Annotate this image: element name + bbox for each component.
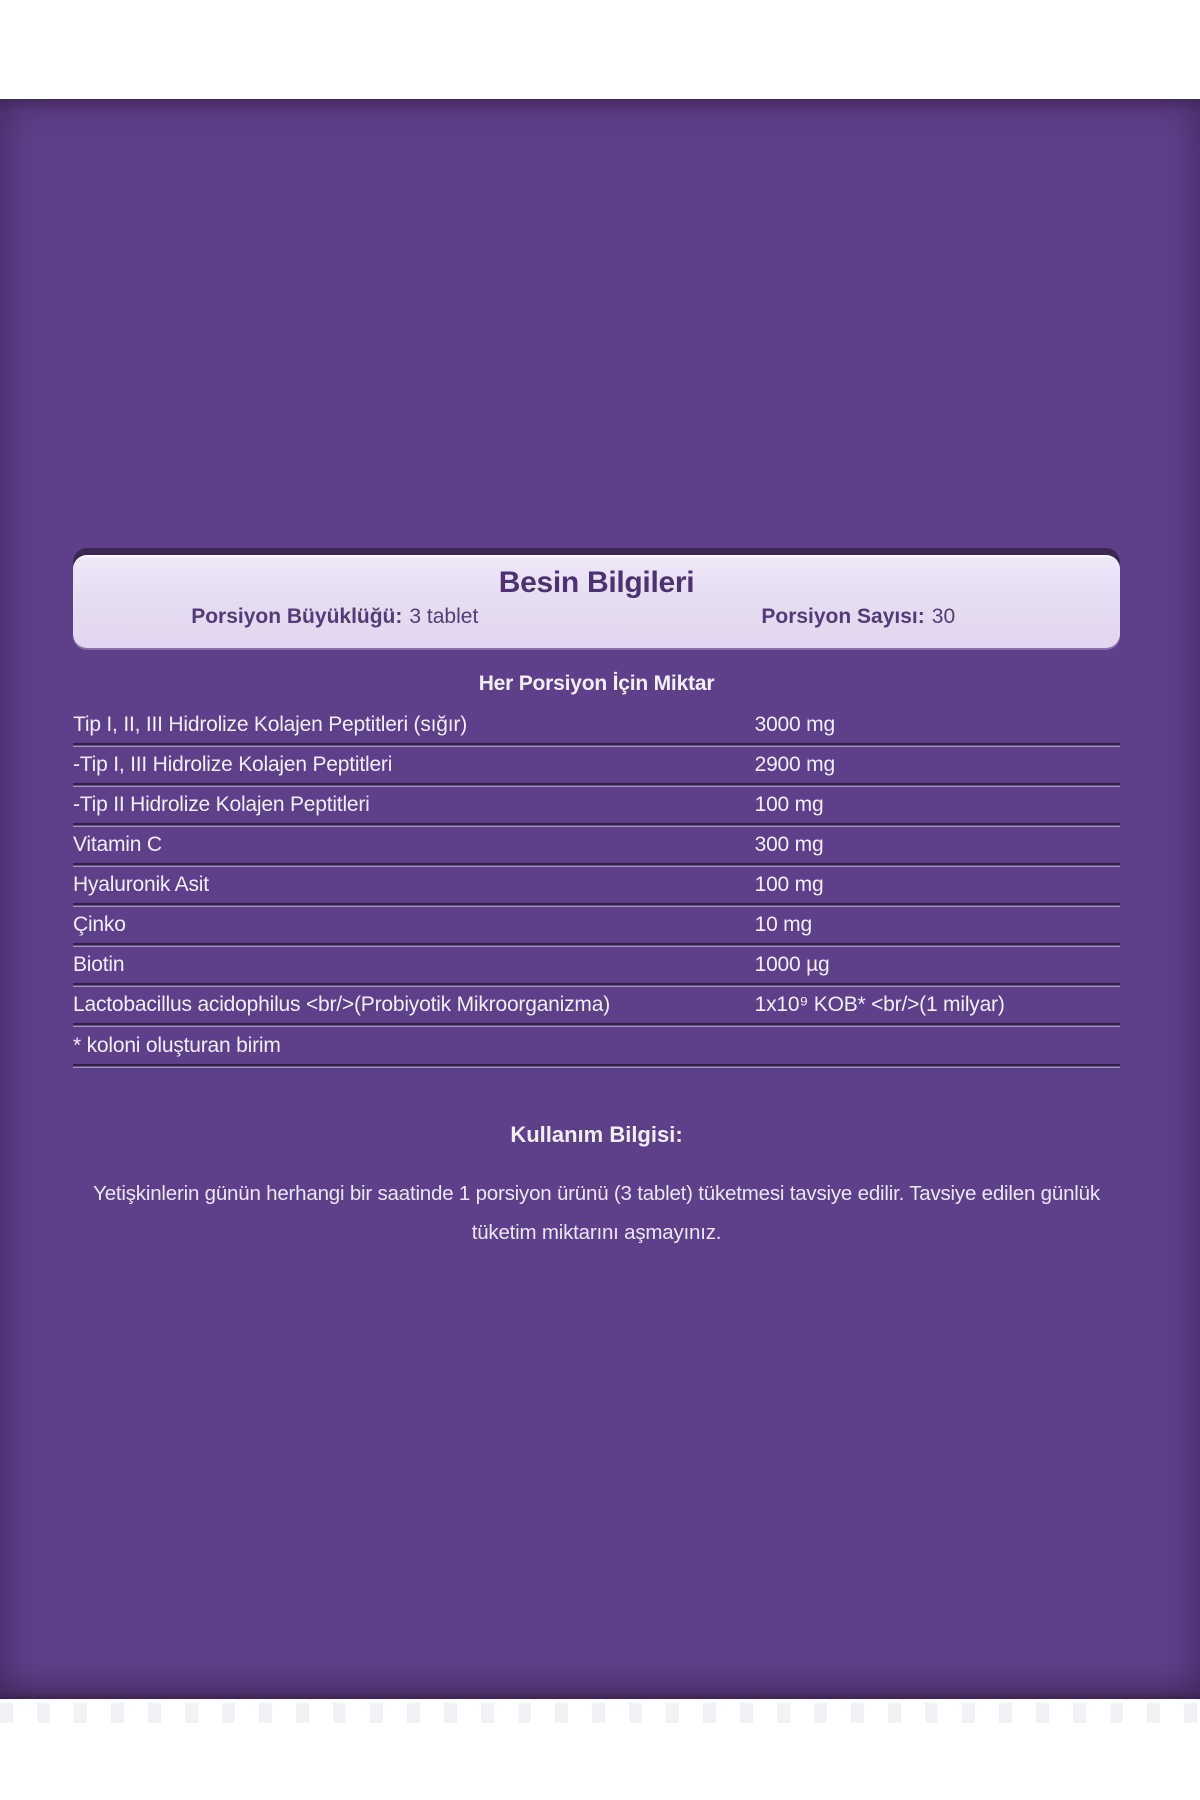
- nutrition-table: [73, 707, 1120, 1068]
- nutrient-amount: 300 mg: [754, 833, 824, 856]
- nutrition-title: Besin Bilgileri: [498, 566, 695, 599]
- nutrient-amount: 100 mg: [754, 793, 824, 816]
- amount-per-serving-header: Her Porsiyon İçin Miktar: [478, 672, 715, 695]
- nutrient-amount: 2900 mg: [754, 753, 835, 776]
- nutrient-name: Vitamin C: [73, 833, 162, 856]
- nutrient-name: Biotin: [73, 953, 125, 976]
- nutrient-amount: 10 mg: [754, 913, 812, 936]
- table-row: [73, 907, 1120, 943]
- table-row: [73, 987, 1120, 1023]
- serving-size-label: Porsiyon Büyüklüğü:: [191, 605, 403, 628]
- nutrient-name: -Tip I, III Hidrolize Kolajen Peptitleri: [73, 753, 393, 776]
- nutrient-name: Lactobacillus acidophilus <br/>(Probiyotik Mikroorganizma): [73, 993, 610, 1016]
- nutrient-amount: 1000 µg: [754, 953, 830, 976]
- table-row: [73, 867, 1120, 903]
- nutrient-name: Çinko: [73, 913, 126, 936]
- table-row: [73, 947, 1120, 983]
- watermark-strip: [0, 1703, 1200, 1723]
- nutrient-amount: 1x10⁹ KOB* <br/>(1 milyar): [754, 993, 1005, 1016]
- table-row: [73, 747, 1120, 783]
- nutrient-name: -Tip II Hidrolize Kolajen Peptitleri: [73, 793, 370, 816]
- nutrient-name: Hyaluronik Asit: [73, 873, 209, 896]
- serving-info-row: [73, 605, 1120, 629]
- footnote-text: * koloni oluşturan birim: [73, 1033, 281, 1057]
- nutrient-amount: 3000 mg: [754, 713, 835, 736]
- label-content: [73, 555, 1120, 1252]
- footnote-row: [73, 1027, 1120, 1064]
- table-row: [73, 787, 1120, 823]
- serving-count-value: 30: [931, 605, 956, 628]
- nutrient-name: Tip I, II, III Hidrolize Kolajen Peptitleri (sığır): [73, 713, 467, 736]
- serving-size-value: 3 tablet: [409, 605, 479, 628]
- nutrition-label-panel: [0, 99, 1200, 1699]
- table-row: [73, 827, 1120, 863]
- serving-count-label: Porsiyon Sayısı:: [761, 605, 925, 628]
- usage-heading: Kullanım Bilgisi:: [510, 1122, 683, 1147]
- serving-size: [73, 605, 597, 629]
- row-separator: [73, 1064, 1120, 1068]
- usage-text: Yetişkinlerin günün herhangi bir saatinde 1 porsiyon ürünü (3 tablet) tüketmesi tavsiye edilir. Tavsiye edilen günlük tüketim miktarını aşmayınız.: [93, 1182, 1100, 1244]
- serving-count: [597, 605, 1121, 629]
- table-row: [73, 707, 1120, 743]
- nutrient-amount: 100 mg: [754, 873, 824, 896]
- nutrition-header-card: [73, 555, 1120, 648]
